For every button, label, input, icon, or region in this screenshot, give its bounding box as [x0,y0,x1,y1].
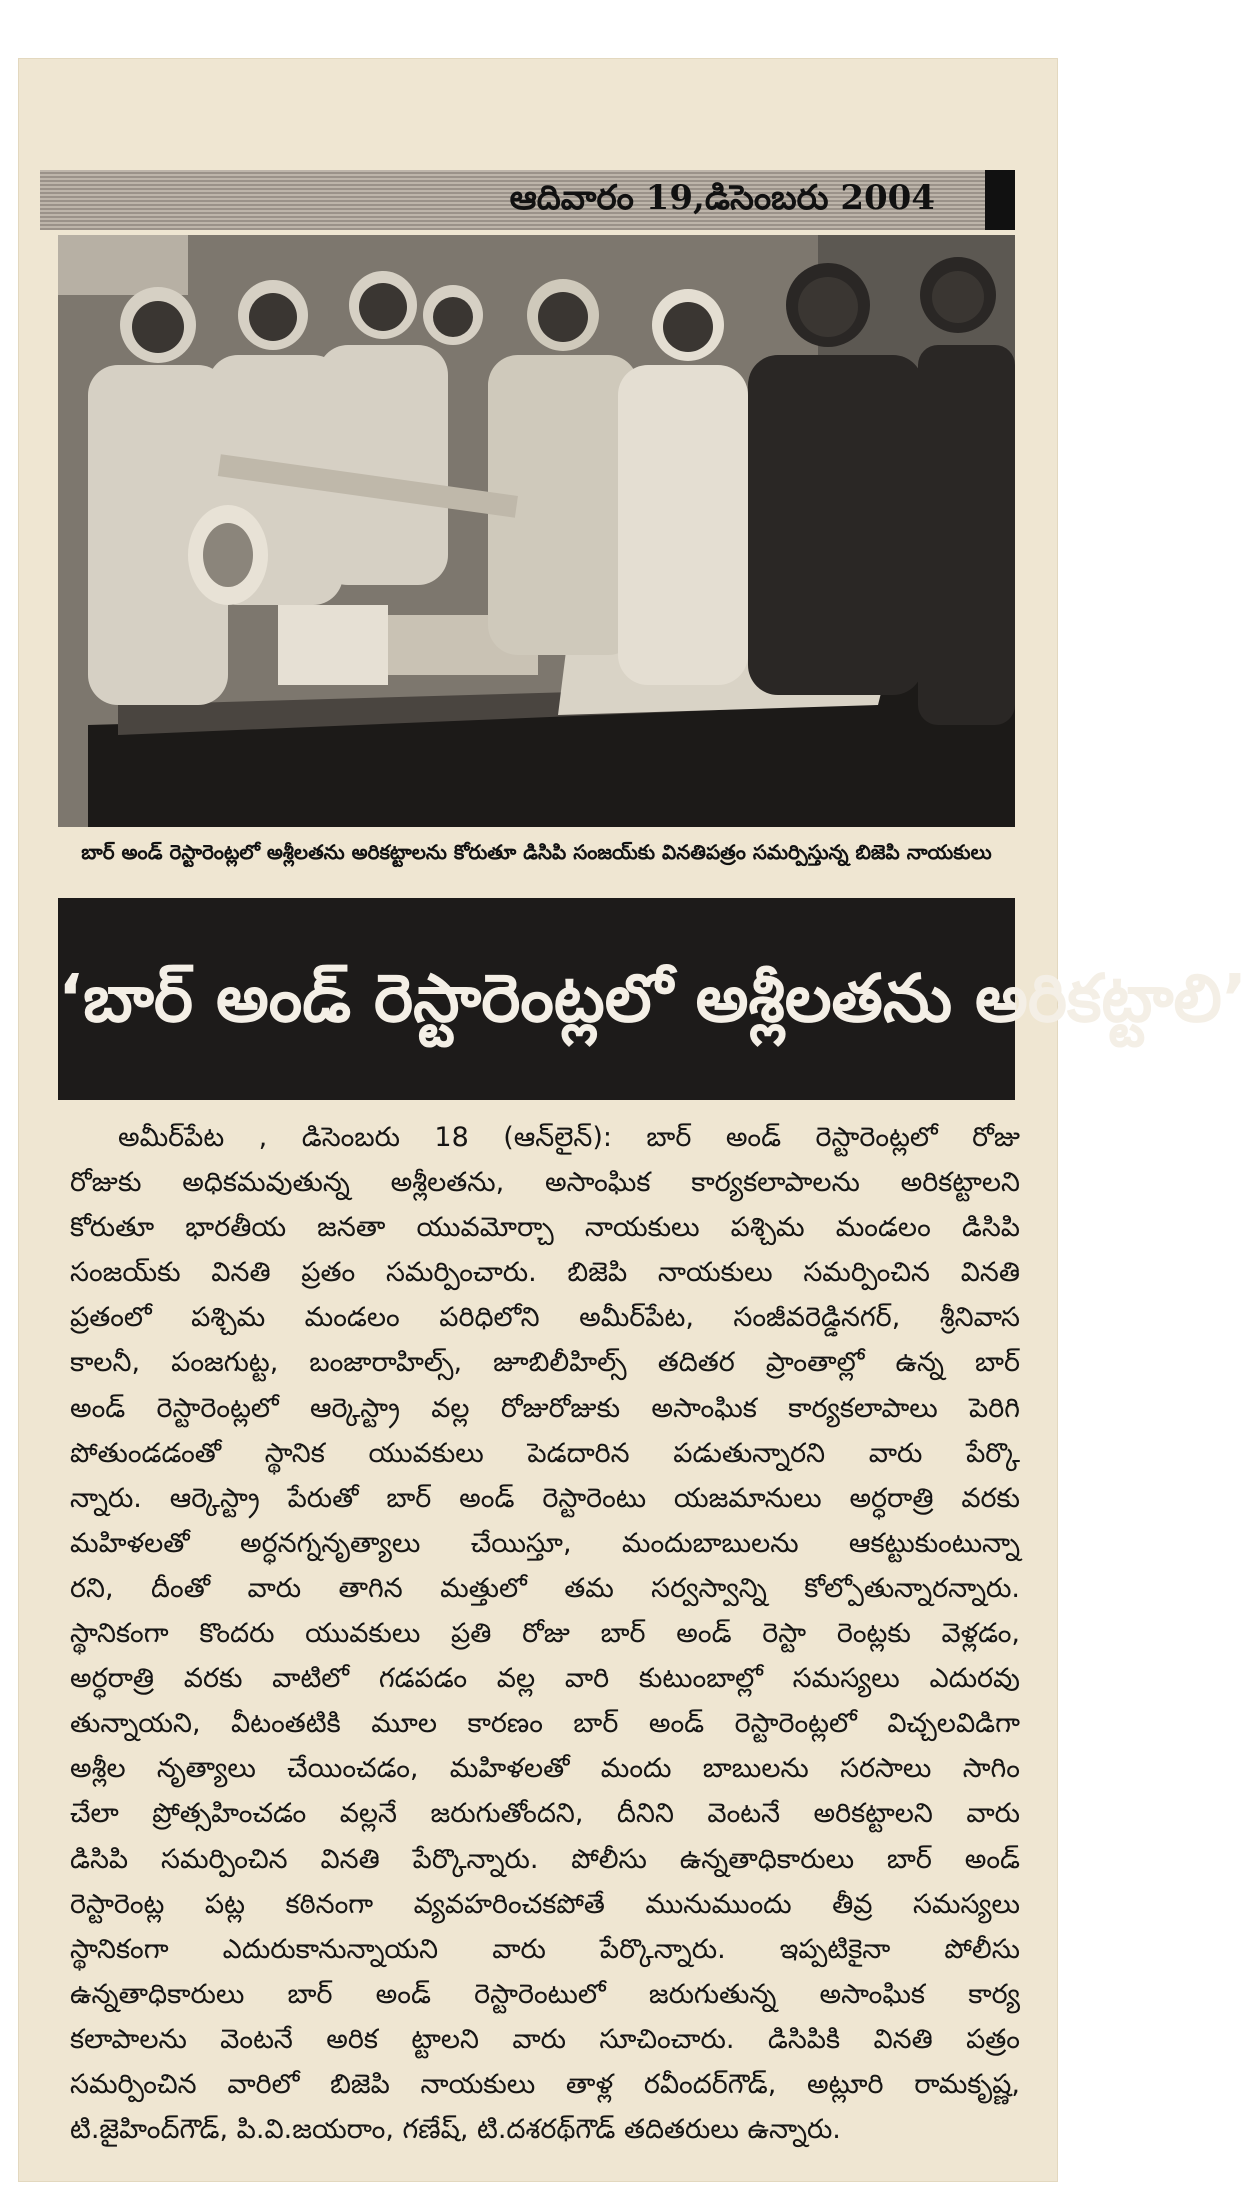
body-line: టి.జైహింద్‌గౌడ్, పి.వి.జయరాం, గణేష్, టి.దశరథ్‌గౌడ్ తదితరులు ఉన్నారు. [70,2114,841,2146]
article-body [70,1115,1020,2152]
body-line: అర్ధరాత్రి వరకు వాటిలో గడపడం వల్ల వారి కుటుంబాల్లో సమస్యలు ఎదురవు [70,1663,1020,1695]
body-line: రెస్టారెంట్ల పట్ల కఠినంగా వ్యవహరించకపోతే మునుముందు తీవ్ర సమస్యలు [70,1888,1020,1920]
date-line: ఆదివారం 19,డిసెంబరు 2004 [509,178,935,218]
body-line: ఉన్నతాధికారులు బార్ అండ్ రెస్టారెంటులో జరుగుతున్న అసాంఘిక కార్య [70,1978,1020,2010]
photo-caption: బార్ అండ్ రెస్టారెంట్లలో అశ్లీలతను అరికట్టాలను కోరుతూ డిసిపి సంజయ్‌కు వినతిపత్రం సమర్పిస్తున్న బిజెపి నాయకులు [81,840,992,864]
date-band [40,170,1015,230]
body-line: సమర్పించిన వారిలో బిజెపి నాయకులు తాళ్ల రవీందర్‌గౌడ్, అట్లూరి రామకృష్ణ, [70,2068,1020,2100]
body-line: స్థానికంగా ఎదురుకానున్నాయని వారు పేర్కొన్నారు. ఇప్పటికైనా పోలీసు [70,1933,1020,1965]
body-line: ప్రతంలో పశ్చిమ మండలం పరిధిలోని అమీర్‌పేట, సంజీవరెడ్డినగర్, శ్రీనివాస [70,1302,1020,1334]
date-band-edge [985,170,1015,230]
body-line: రని, దీంతో వారు తాగిన మత్తులో తమ సర్వస్వాన్ని కోల్పోతున్నారన్నారు. [70,1572,1020,1604]
body-line: మహిళలతో అర్ధనగ్ననృత్యాలు చేయిస్తూ, మందుబాబులను ఆకట్టుకుంటున్నా [70,1527,1020,1559]
body-line: అశ్లీల నృత్యాలు చేయించడం, మహిళలతో మందు బాబులను సరసాలు సాగిం [70,1753,1020,1785]
body-line: పోతుండడంతో స్థానిక యువకులు పెడదారిన పడుతున్నారని వారు పేర్కొ [70,1437,1020,1469]
body-line: స్థానికంగా కొందరు యువకులు ప్రతి రోజు బార్ అండ్ రెస్టా రెంట్లకు వెళ్లడం, [70,1618,1020,1650]
body-line: తున్నాయని, వీటంతటికి మూల కారణం బార్ అండ్ రెస్టారెంట్లలో విచ్చలవిడిగా [70,1708,1020,1740]
body-line: అమీర్‌పేట , డిసెంబరు 18 (ఆన్‌లైన్): బార్ అండ్ రెస్టారెంట్లలో రోజు [118,1122,1020,1153]
body-line: కోరుతూ భారతీయ జనతా యువమోర్చా నాయకులు పశ్చిమ మండలం డిసిపి [70,1212,1020,1244]
photo-illustration [58,235,1015,827]
body-line: న్నారు. ఆర్కెస్ట్రా పేరుతో బార్ అండ్ రెస్టారెంటు యజమానులు అర్ధరాత్రి వరకు [70,1482,1020,1514]
body-line: చేలా ప్రోత్సహించడం వల్లనే జరుగుతోందని, దీనిని వెంటనే అరికట్టాలని వారు [70,1798,1020,1830]
headline-band [58,898,1247,1100]
headline: ‘బార్ అండ్ రెస్టారెంట్లలో అశ్లీలతను అరికట్టాలి’ [58,960,1247,1037]
body-line: డిసిపి సమర్పించిన వినతి పేర్కొన్నారు. పోలీసు ఉన్నతాధికారులు బార్ అండ్ [70,1843,1020,1875]
body-line: కలాపాలను వెంటనే అరిక ట్టాలని వారు సూచించారు. డిసిపికి వినతి పత్రం [70,2023,1020,2055]
body-line: సంజయ్‌కు వినతి ప్రతం సమర్పించారు. బిజెపి నాయకులు సమర్పించిన వినతి [70,1257,1020,1289]
body-line: కాలనీ, పంజగుట్ట, బంజారాహిల్స్, జూబిలీహిల్స్ తదితర ప్రాంతాల్లో ఉన్న బార్ [70,1347,1020,1379]
body-line: రోజుకు అధికమవుతున్న అశ్లీలతను, అసాంఘిక కార్యకలాపాలను అరికట్టాలని [70,1167,1020,1199]
news-photo [58,235,1015,827]
body-line: అండ్ రెస్టారెంట్లలో ఆర్కెస్ట్రా వల్ల రోజురోజుకు అసాంఘిక కార్యకలాపాలు పెరిగి [70,1392,1020,1424]
